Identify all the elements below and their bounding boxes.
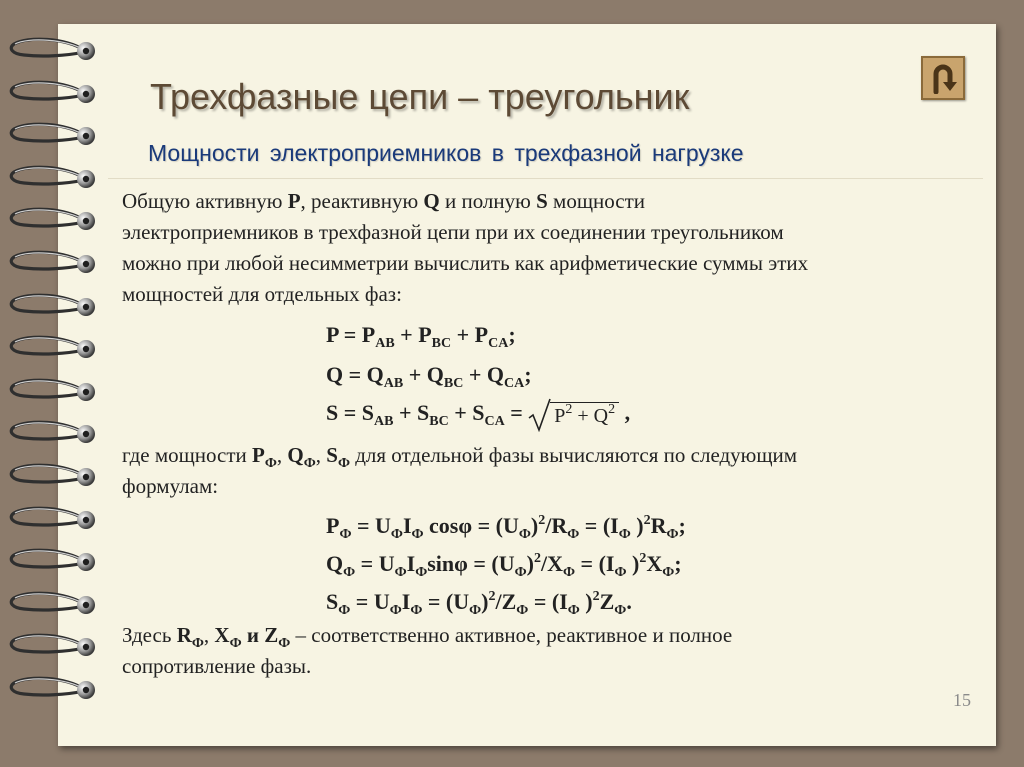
spiral-ring-icon <box>6 377 102 407</box>
spiral-ring-icon <box>6 419 102 449</box>
intro-line-1: Общую активную P, реактивную Q и полную S мощности <box>122 189 645 213</box>
formula-phase-active-power: $P_Ф = U_ФI_Ф$ $\cos\varphi = (U_Ф)^2/R_Ф = (I_Ф$ )$^2R_Ф$; <box>326 513 686 542</box>
spiral-ring-icon <box>6 547 102 577</box>
spiral-ring-icon <box>6 79 102 109</box>
back-button[interactable] <box>921 56 965 100</box>
slide-title: Трехфазные цепи – треугольник <box>150 76 690 117</box>
spiral-ring-icon <box>6 164 102 194</box>
spiral-ring-icon <box>6 249 102 279</box>
formula-phase-apparent-power: $S_Ф = U_ФI_Ф = (U_Ф)^2/Z_Ф = (I_Ф$ )$^2Z_Ф$. <box>326 589 632 618</box>
spiral-ring-icon <box>6 590 102 620</box>
radical-sign-icon <box>528 398 552 432</box>
page-number: 15 <box>953 690 971 710</box>
mid-line-1: где мощности $P_Ф$, $Q_Ф$, $S_Ф$ для отдельной фазы вычисляются по следующим <box>122 443 798 471</box>
spiral-ring-icon <box>6 36 102 66</box>
intro-line-4: мощностей для отдельных фаз: <box>122 282 402 306</box>
outro-line-1: Здесь $R_Ф$, $X_Ф$ и $Z_Ф$ – соответственно активное, реактивное и полное <box>122 623 733 651</box>
divider <box>108 178 983 179</box>
u-turn-arrow-icon <box>927 62 959 94</box>
spiral-ring-icon <box>6 462 102 492</box>
formula-active-power-sum: $P = P_{AB} + P_{BC} + P_{CA}$; <box>326 322 516 351</box>
mid-line-2: формулам: <box>122 474 219 498</box>
spiral-ring-icon <box>6 206 102 236</box>
spiral-ring-icon <box>6 505 102 535</box>
square-root: $P^2 + Q^2$ <box>528 402 619 428</box>
spiral-ring-icon <box>6 675 102 705</box>
spiral-ring-icon <box>6 334 102 364</box>
outro-line-2: сопротивление фазы. <box>122 654 312 678</box>
formula-phase-reactive-power: $Q_Ф = U_ФI_Ф\sin\varphi = (U_Ф)^2/X_Ф = (I_Ф$ )$^2X_Ф$; <box>326 551 682 580</box>
intro-line-3: можно при любой несимметрии вычислить как арифметические суммы этих <box>122 251 809 275</box>
formula-apparent-power-sum: $S = S_{AB} + S_{BC} + S_{CA}$ = $P^2 + Q^2$ , <box>326 400 630 428</box>
formula-reactive-power-sum: $Q = Q_{AB} + Q_{BC} + Q_{CA}$; <box>326 362 532 391</box>
slide-subtitle: Мощности электроприемников в трехфазной нагрузке <box>148 140 744 166</box>
spiral-ring-icon <box>6 121 102 151</box>
spiral-ring-icon <box>6 292 102 322</box>
intro-line-2: электроприемников в трехфазной цепи при их соединении треугольником <box>122 220 784 244</box>
spiral-ring-icon <box>6 632 102 662</box>
